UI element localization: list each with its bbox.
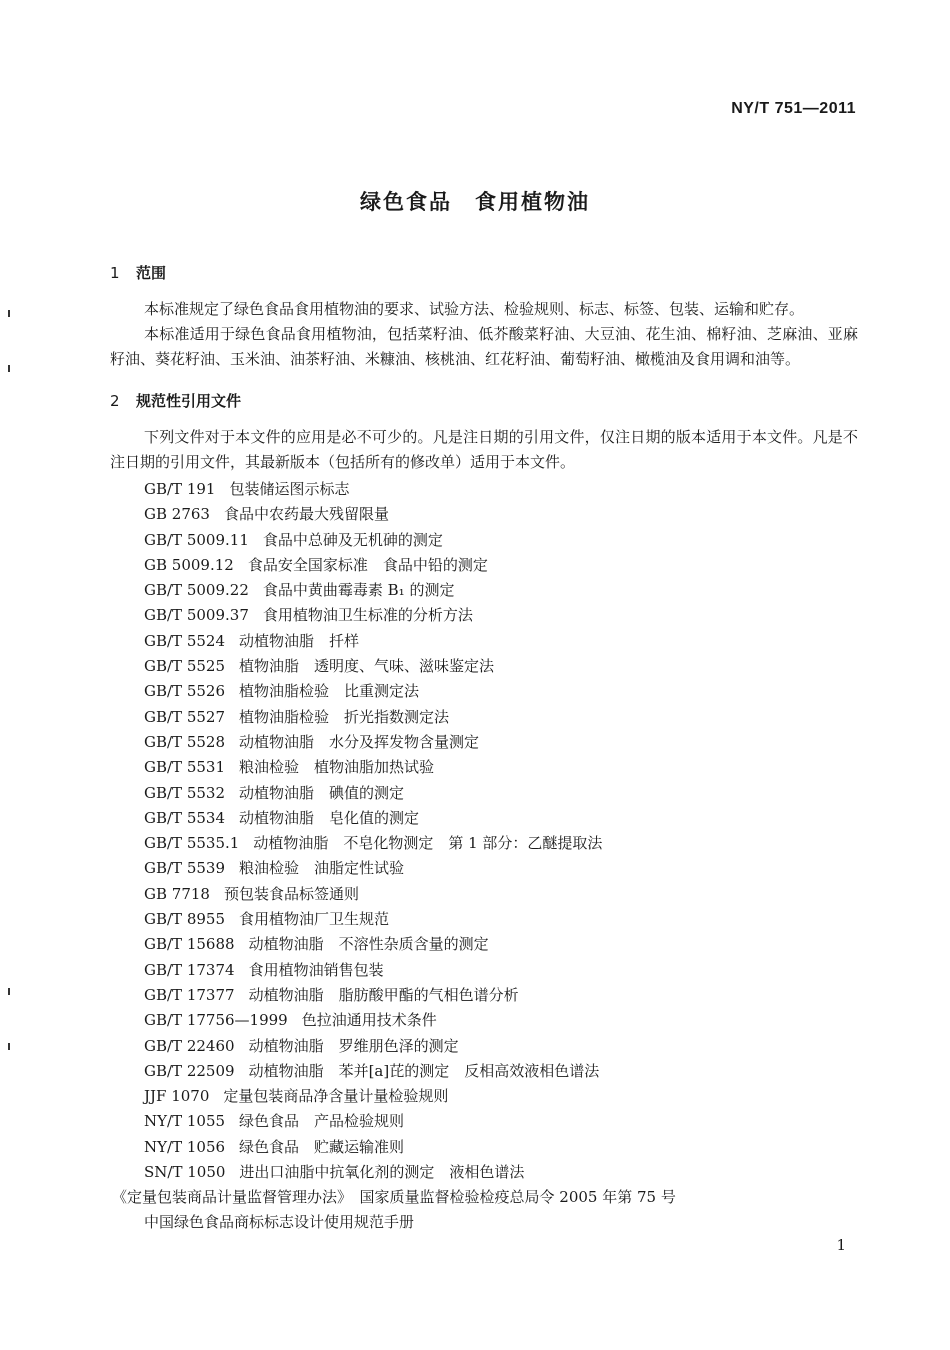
reference-title: 包装储运图示标志	[229, 480, 350, 498]
reference-title: 植物油脂检验 折光指数测定法	[239, 707, 450, 726]
reference-title: 动植物油脂 扦样	[239, 631, 360, 650]
reference-code: SN/T 1050	[144, 1163, 226, 1182]
reference-item	[144, 806, 602, 831]
reference-code: GB/T 5526	[144, 682, 226, 701]
section-2-heading	[110, 390, 241, 411]
reference-item	[144, 629, 602, 654]
reference-item	[144, 755, 602, 780]
reference-item	[144, 958, 602, 983]
section-number: 1	[110, 264, 120, 282]
reference-item	[144, 477, 602, 502]
reference-code: GB/T 5527	[144, 707, 226, 726]
reference-title: 食品安全国家标准 食品中铅的测定	[247, 555, 488, 574]
reference-title: 绿色食品 产品检验规则	[239, 1112, 405, 1131]
extra-reference: 中国绿色食品商标标志设计使用规范手册	[144, 1213, 415, 1231]
reference-item	[144, 603, 602, 628]
reference-item	[144, 907, 602, 932]
reference-item	[144, 1109, 602, 1134]
reference-code: GB/T 5531	[144, 758, 226, 777]
reference-code: GB/T 5535.1	[144, 834, 240, 853]
reference-item	[144, 1034, 602, 1059]
reference-item	[144, 781, 602, 806]
reference-item	[144, 882, 602, 907]
reference-item	[144, 856, 602, 881]
reference-title: 植物油脂检验 比重测定法	[239, 682, 420, 701]
scope-paragraph-1: 本标准规定了绿色食品食用植物油的要求、试验方法、检验规则、标志、标签、包装、运输和贮存。	[144, 300, 805, 318]
reference-item	[144, 983, 602, 1008]
reference-title: 预包装食品标签通则	[223, 884, 359, 903]
reference-code: GB/T 5528	[144, 732, 226, 751]
reference-title: 进出口油脂中抗氧化剂的测定 液相色谱法	[239, 1163, 525, 1182]
reference-item	[144, 553, 602, 578]
reference-item	[144, 1008, 602, 1033]
reference-item	[144, 705, 602, 730]
reference-code: GB/T 17374	[144, 960, 235, 979]
reference-code: GB/T 5009.37	[144, 606, 249, 625]
reference-item	[144, 1160, 602, 1185]
reference-title: 绿色食品 贮藏运输准则	[239, 1137, 405, 1156]
reference-code: GB 2763	[144, 505, 210, 524]
reference-title: 食品中农药最大残留限量	[223, 505, 389, 524]
reference-item	[144, 831, 602, 856]
reference-code: GB/T 5524	[144, 631, 226, 650]
reference-title: 动植物油脂 不溶性杂质含量的测定	[248, 935, 489, 954]
section-number: 2	[110, 392, 120, 410]
reference-code: GB/T 5525	[144, 657, 226, 676]
scan-mark	[8, 988, 10, 995]
reference-item	[144, 528, 602, 553]
reference-code: GB/T 5009.22	[144, 581, 249, 600]
reference-item	[144, 578, 602, 603]
reference-title: 动植物油脂 脂肪酸甲酯的气相色谱分析	[248, 985, 519, 1004]
reference-title: 食品中黄曲霉毒素 B₁ 的测定	[262, 581, 455, 600]
reference-code: GB/T 5539	[144, 859, 226, 878]
reference-code: GB 5009.12	[144, 555, 234, 574]
reference-title: 动植物油脂 罗维朋色泽的测定	[248, 1036, 459, 1055]
reference-title: 动植物油脂 碘值的测定	[239, 783, 405, 802]
reference-code: GB/T 5009.11	[144, 530, 249, 549]
reference-item	[144, 1059, 602, 1084]
reference-item	[144, 730, 602, 755]
reference-title: 食用植物油卫生标准的分析方法	[262, 606, 473, 625]
section-title: 规范性引用文件	[136, 392, 242, 410]
reference-code: GB/T 191	[144, 480, 216, 498]
page-number: 1	[836, 1236, 846, 1254]
document-title: 绿色食品 食用植物油	[360, 190, 590, 214]
reference-item	[144, 502, 602, 527]
reference-list	[144, 477, 602, 1185]
scan-mark	[8, 365, 10, 372]
section-title: 范围	[136, 264, 167, 282]
normative-references-intro: 下列文件对于本文件的应用是必不可少的。凡是注日期的引用文件，仅注日期的版本适用于本文件。凡是不注日期的引用文件，其最新版本（包括所有的修改单）适用于本文件。	[110, 428, 858, 471]
reference-code: GB/T 8955	[144, 910, 226, 929]
reference-title: 动植物油脂 不皂化物测定 第 1 部分：乙醚提取法	[253, 834, 603, 853]
reference-code: NY/T 1056	[144, 1137, 226, 1156]
reference-code: GB/T 5532	[144, 783, 226, 802]
section-1-heading	[110, 262, 166, 283]
reference-title: 粮油检验 植物油脂加热试验	[239, 758, 435, 777]
reference-title: 动植物油脂 水分及挥发物含量测定	[239, 732, 480, 751]
reference-title: 食用植物油销售包装	[248, 960, 384, 979]
scope-paragraph-2: 本标准适用于绿色食品食用植物油，包括菜籽油、低芥酸菜籽油、大豆油、花生油、棉籽油、芝麻油、亚麻籽油、葵花籽油、玉米油、油茶籽油、米糠油、核桃油、红花籽油、葡萄籽油、橄榄油及食用调和油等。	[110, 325, 858, 368]
reference-code: GB/T 22509	[144, 1061, 235, 1080]
reference-code: GB/T 5534	[144, 808, 226, 827]
extra-reference: 《定量包装商品计量监督管理办法》 国家质量监督检验检疫总局令 2005 年第 75 号	[112, 1188, 676, 1206]
reference-title: 食用植物油厂卫生规范	[239, 910, 390, 929]
reference-item	[144, 679, 602, 704]
reference-code: GB/T 15688	[144, 935, 235, 954]
reference-title: 动植物油脂 苯并[a]芘的测定 反相高效液相色谱法	[248, 1061, 600, 1080]
reference-title: 植物油脂 透明度、气味、滋味鉴定法	[239, 657, 495, 676]
reference-item	[144, 1135, 602, 1160]
reference-title: 食品中总砷及无机砷的测定	[262, 530, 443, 549]
reference-title: 色拉油通用技术条件	[301, 1011, 437, 1030]
reference-title: 定量包装商品净含量计量检验规则	[223, 1087, 449, 1106]
reference-title: 粮油检验 油脂定性试验	[239, 859, 405, 878]
reference-code: NY/T 1055	[144, 1112, 226, 1131]
reference-code: GB/T 22460	[144, 1036, 235, 1055]
reference-title: 动植物油脂 皂化值的测定	[239, 808, 420, 827]
reference-item	[144, 654, 602, 679]
scan-mark	[8, 1043, 10, 1050]
reference-code: GB/T 17377	[144, 985, 235, 1004]
reference-code: GB/T 17756—1999	[144, 1011, 288, 1030]
reference-item	[144, 932, 602, 957]
reference-code: GB 7718	[144, 884, 210, 903]
scan-mark	[8, 310, 10, 317]
standard-code: NY/T 751—2011	[731, 100, 856, 117]
reference-code: JJF 1070	[144, 1087, 210, 1106]
reference-item	[144, 1084, 602, 1109]
